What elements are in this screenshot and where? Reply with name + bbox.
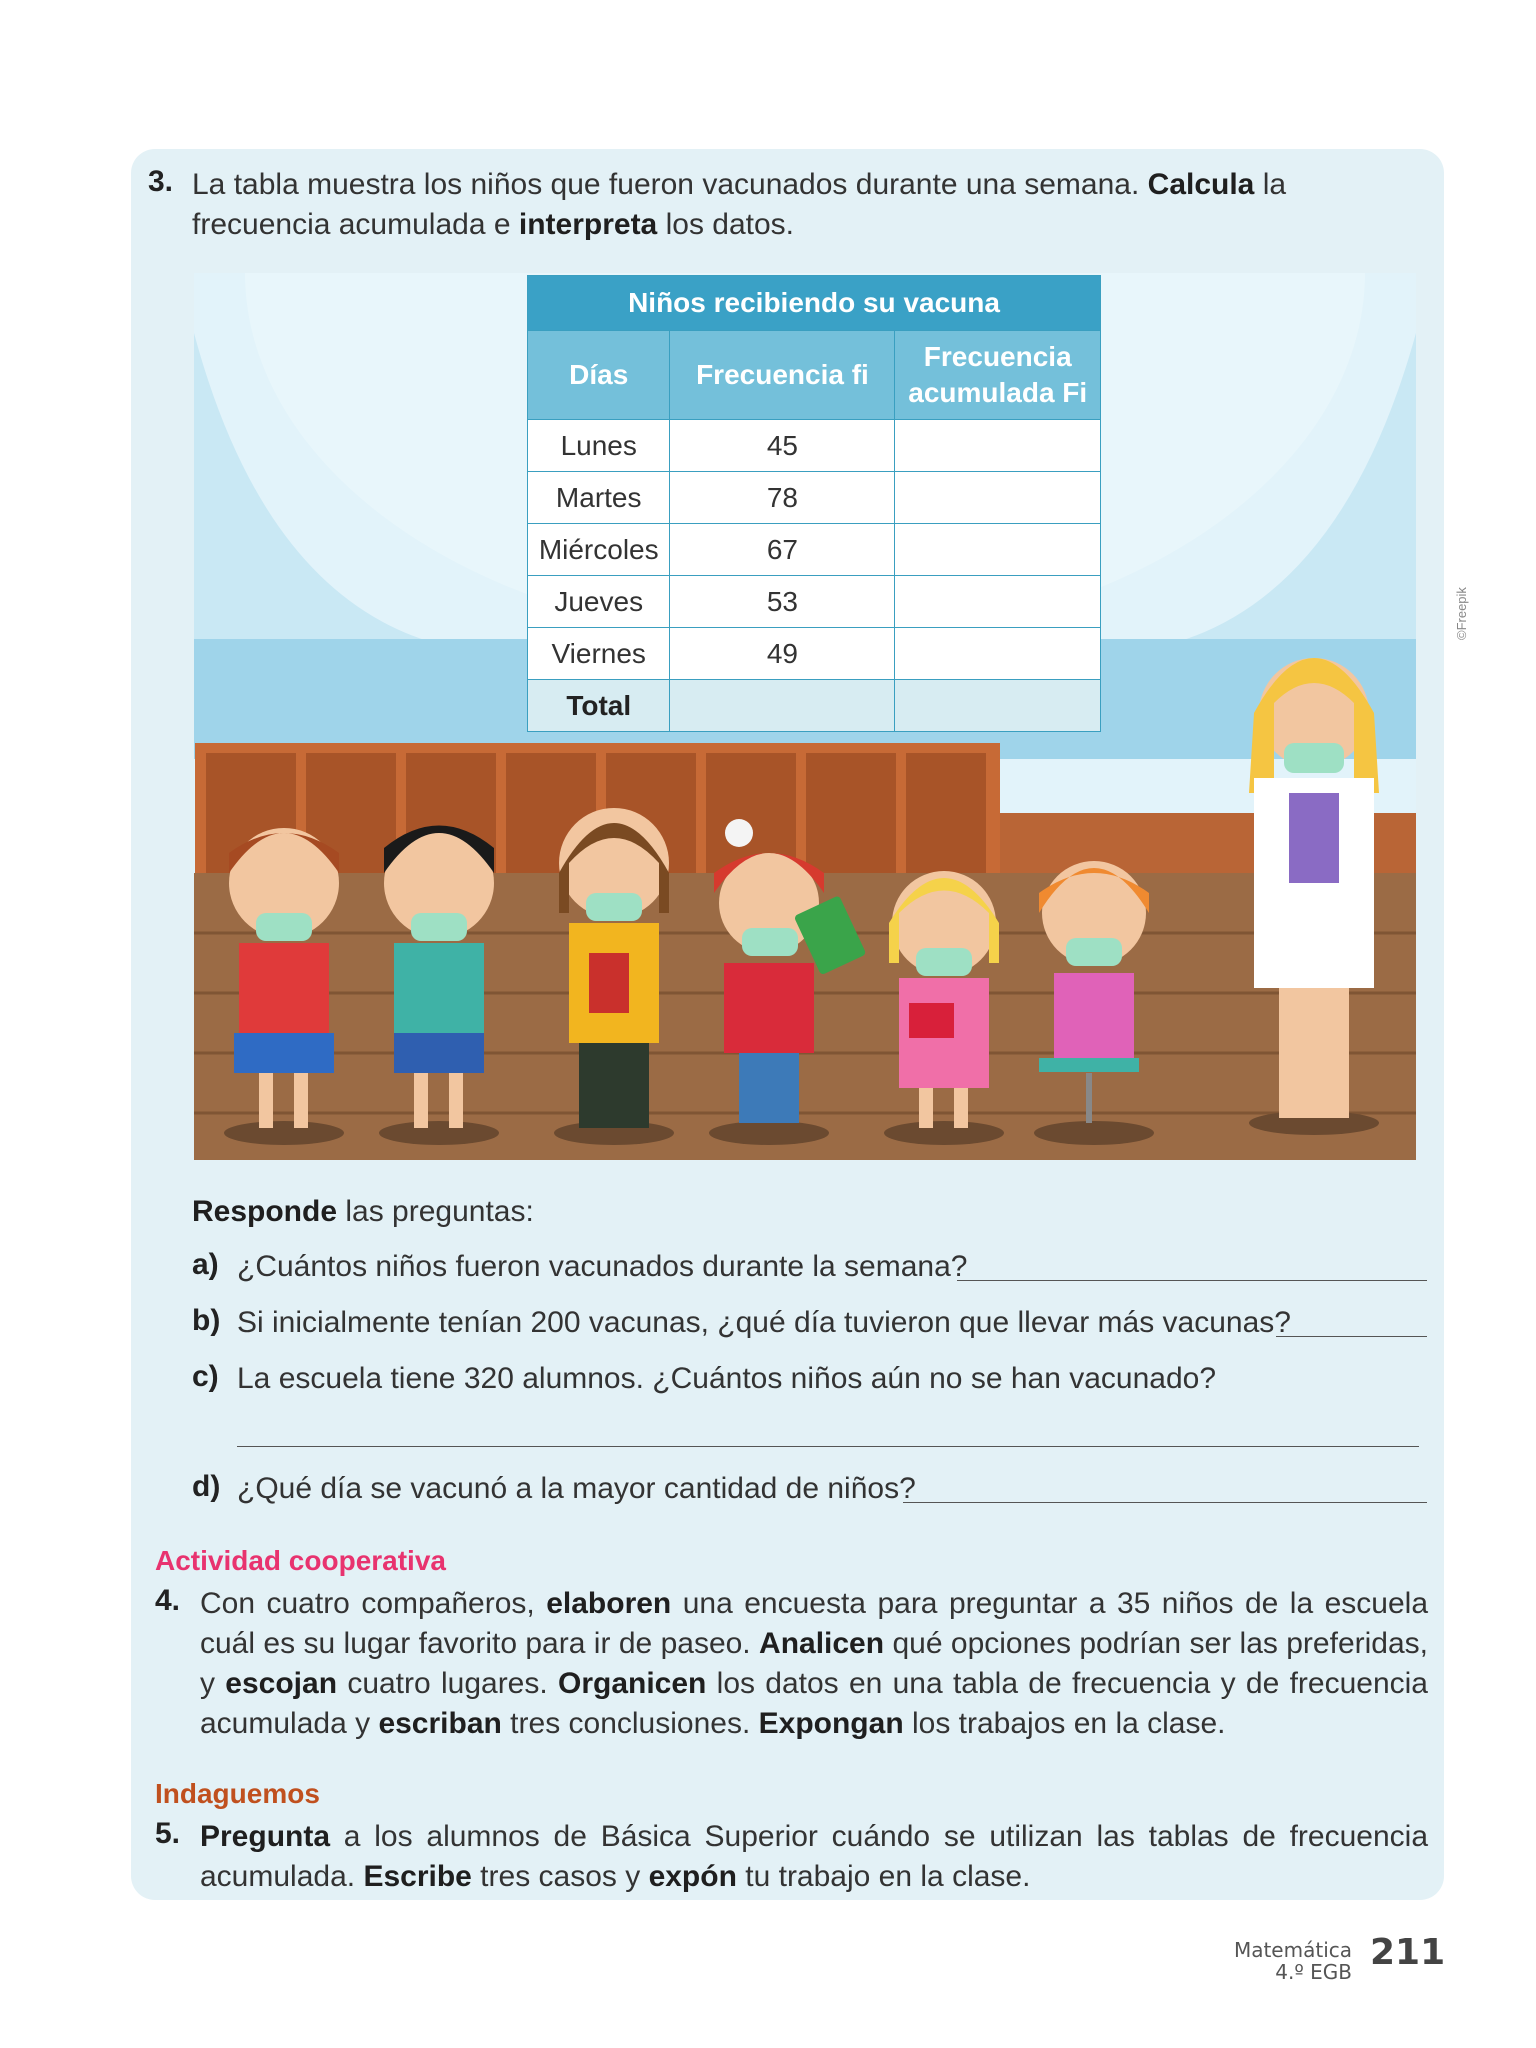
question-c-label: c) — [192, 1360, 219, 1393]
exercise-5-number: 5. — [155, 1817, 181, 1850]
frequency-cell: 78 — [670, 472, 895, 524]
header-days: Días — [528, 331, 670, 420]
question-a-label: a) — [192, 1248, 219, 1281]
image-credit: ©Freepik — [1454, 587, 1469, 640]
frequency-table — [527, 275, 1101, 732]
questions-intro: Responde las preguntas: — [192, 1195, 534, 1228]
table-title: Niños recibiendo su vacuna — [528, 276, 1101, 331]
table-row — [528, 472, 1101, 524]
exercise-3-intro: La tabla muestra los niños que fueron vacunados durante una semana. Calcula la frecuencia acumulada e interpreta los datos. — [192, 168, 1287, 241]
cumulative-cell[interactable] — [895, 524, 1101, 576]
answer-line-b[interactable] — [1276, 1336, 1427, 1337]
header-frequency: Frecuencia fi — [670, 331, 895, 420]
day-cell: Jueves — [528, 576, 670, 628]
question-d-label: d) — [192, 1470, 221, 1503]
table-row — [528, 576, 1101, 628]
total-row — [528, 680, 1101, 732]
footer-subject: Matemática — [1233, 1938, 1352, 1962]
header-cumulative-frequency: Frecuencia acumulada Fi — [895, 331, 1101, 420]
table-row — [528, 524, 1101, 576]
answer-line-d[interactable] — [903, 1502, 1427, 1503]
day-cell: Miércoles — [528, 524, 670, 576]
answer-line-c[interactable] — [237, 1446, 1419, 1447]
cumulative-cell[interactable] — [895, 420, 1101, 472]
day-cell: Viernes — [528, 628, 670, 680]
day-cell: Lunes — [528, 420, 670, 472]
frequency-cell: 45 — [670, 420, 895, 472]
exercise-5-text: Pregunta a los alumnos de Básica Superior cuándo se utilizan las tablas de frecuencia acumulada. Escribe tres casos y expón tu trabajo en la clase. — [200, 1820, 1428, 1893]
question-a-text: ¿Cuántos niños fueron vacunados durante la semana? — [237, 1250, 968, 1283]
frequency-cell: 49 — [670, 628, 895, 680]
cumulative-cell[interactable] — [895, 472, 1101, 524]
question-d-text: ¿Qué día se vacunó a la mayor cantidad de niños? — [237, 1472, 916, 1505]
inquiry-title: Indaguemos — [155, 1778, 320, 1809]
cumulative-cell[interactable] — [895, 628, 1101, 680]
exercise-4-number: 4. — [155, 1584, 181, 1617]
table-row — [528, 420, 1101, 472]
total-label: Total — [528, 680, 670, 732]
frequency-cell: 67 — [670, 524, 895, 576]
exercise-3-number: 3. — [148, 165, 174, 198]
cumulative-cell[interactable] — [895, 576, 1101, 628]
total-cumulative-cell[interactable] — [895, 680, 1101, 732]
frequency-cell: 53 — [670, 576, 895, 628]
exercise-4-text: Con cuatro compañeros, elaboren una encuesta para preguntar a 35 niños de la escuela cuál es su lugar favorito para ir de paseo. Analicen qué opciones podrían ser las preferidas, y escojan cuatro lugares. Organicen los datos en una tabla de frecuencia y de frecuencia acumulada y escriban tres conclusiones. Expongan los trabajos en la clase. — [200, 1587, 1429, 1740]
cooperative-activity-title: Actividad cooperativa — [155, 1545, 446, 1576]
question-c-text: La escuela tiene 320 alumnos. ¿Cuántos niños aún no se han vacunado? — [237, 1362, 1217, 1395]
footer-grade: 4.º EGB — [1275, 1960, 1352, 1984]
page-number: 211 — [1370, 1932, 1446, 1973]
day-cell: Martes — [528, 472, 670, 524]
answer-line-a[interactable] — [957, 1280, 1427, 1281]
table-row — [528, 628, 1101, 680]
total-frequency-cell[interactable] — [670, 680, 895, 732]
question-b-label: b) — [192, 1304, 221, 1337]
question-b-text: Si inicialmente tenían 200 vacunas, ¿qué día tuvieron que llevar más vacunas? — [237, 1306, 1291, 1339]
